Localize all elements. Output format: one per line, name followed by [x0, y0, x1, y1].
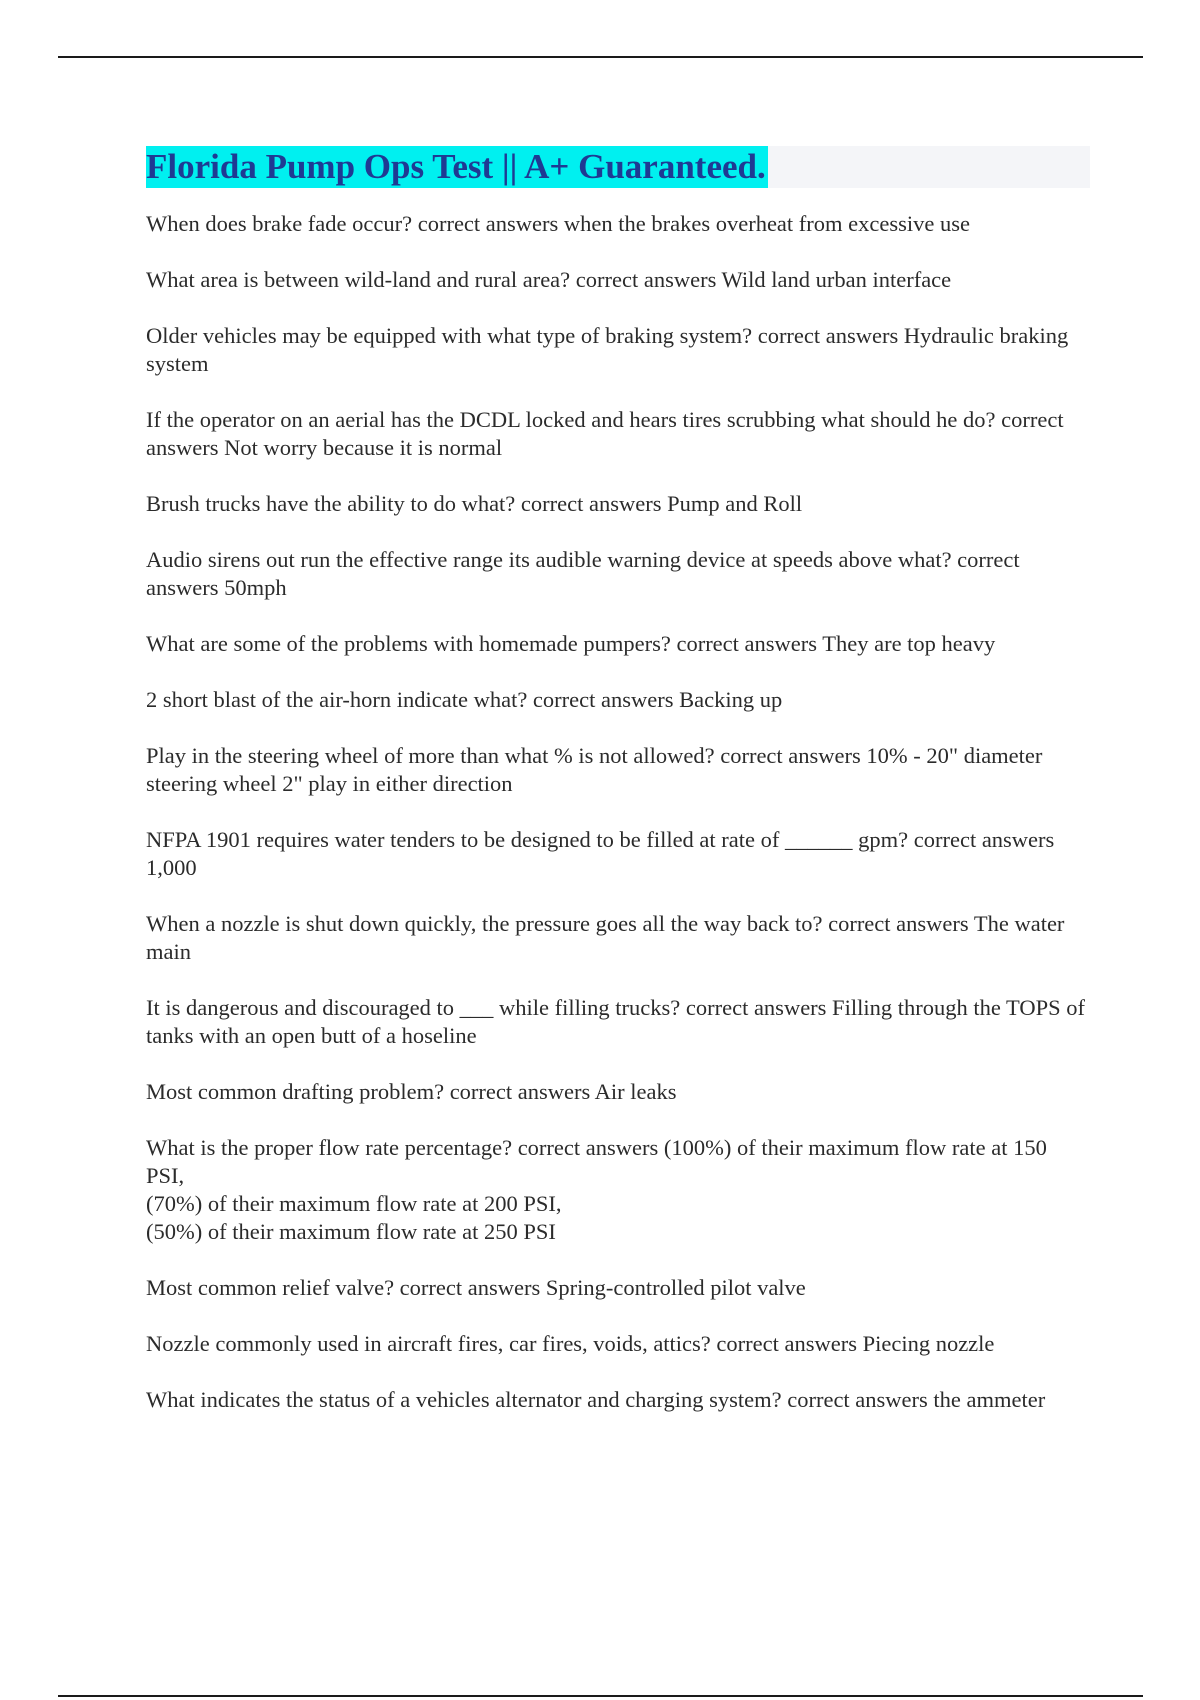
qa-item: Play in the steering wheel of more than what % is not allowed? correct answers 10% - 20" diameter steering wheel 2" play in either direction	[146, 743, 1043, 796]
qa-item: Most common drafting problem? correct answers Air leaks	[146, 1079, 677, 1104]
qa-item: Nozzle commonly used in aircraft fires, car fires, voids, attics? correct answers Piecing nozzle	[146, 1331, 995, 1356]
qa-item: 2 short blast of the air-horn indicate what? correct answers Backing up	[146, 687, 783, 712]
qa-item: Brush trucks have the ability to do what? correct answers Pump and Roll	[146, 491, 803, 516]
qa-item: What are some of the problems with homemade pumpers? correct answers They are top heavy	[146, 631, 996, 656]
qa-item: Older vehicles may be equipped with what type of braking system? correct answers Hydraulic braking system	[146, 323, 1069, 376]
qa-item: Audio sirens out run the effective range its audible warning device at speeds above what? correct answers 50mph	[146, 547, 1020, 600]
qa-item: What indicates the status of a vehicles alternator and charging system? correct answers the ammeter	[146, 1387, 1046, 1412]
qa-item: What area is between wild-land and rural area? correct answers Wild land urban interface	[146, 267, 952, 292]
qa-item: When does brake fade occur? correct answers when the brakes overheat from excessive use	[146, 211, 970, 236]
qa-item: Most common relief valve? correct answers Spring-controlled pilot valve	[146, 1275, 806, 1300]
document-body	[146, 146, 1090, 1442]
qa-item: It is dangerous and discouraged to ___ while filling trucks? correct answers Filling through the TOPS of tanks with an open butt of a hoseline	[146, 995, 1086, 1048]
qa-item: What is the proper flow rate percentage? correct answers (100%) of their maximum flow rate at 150 PSI, (70%) of their maximum flow rate at 200 PSI, (50%) of their maximum flow rate at 250 PSI	[146, 1135, 1047, 1244]
document-title: Florida Pump Ops Test || A+ Guaranteed.	[146, 147, 766, 186]
bottom-rule	[58, 1695, 1143, 1697]
qa-item: When a nozzle is shut down quickly, the pressure goes all the way back to? correct answers The water main	[146, 911, 1065, 964]
qa-item: If the operator on an aerial has the DCDL locked and hears tires scrubbing what should he do? correct answers Not worry because it is normal	[146, 407, 1064, 460]
qa-item: NFPA 1901 requires water tenders to be designed to be filled at rate of ______ gpm? correct answers 1,000	[146, 827, 1055, 880]
top-rule	[58, 56, 1143, 58]
title-row	[146, 146, 1090, 188]
